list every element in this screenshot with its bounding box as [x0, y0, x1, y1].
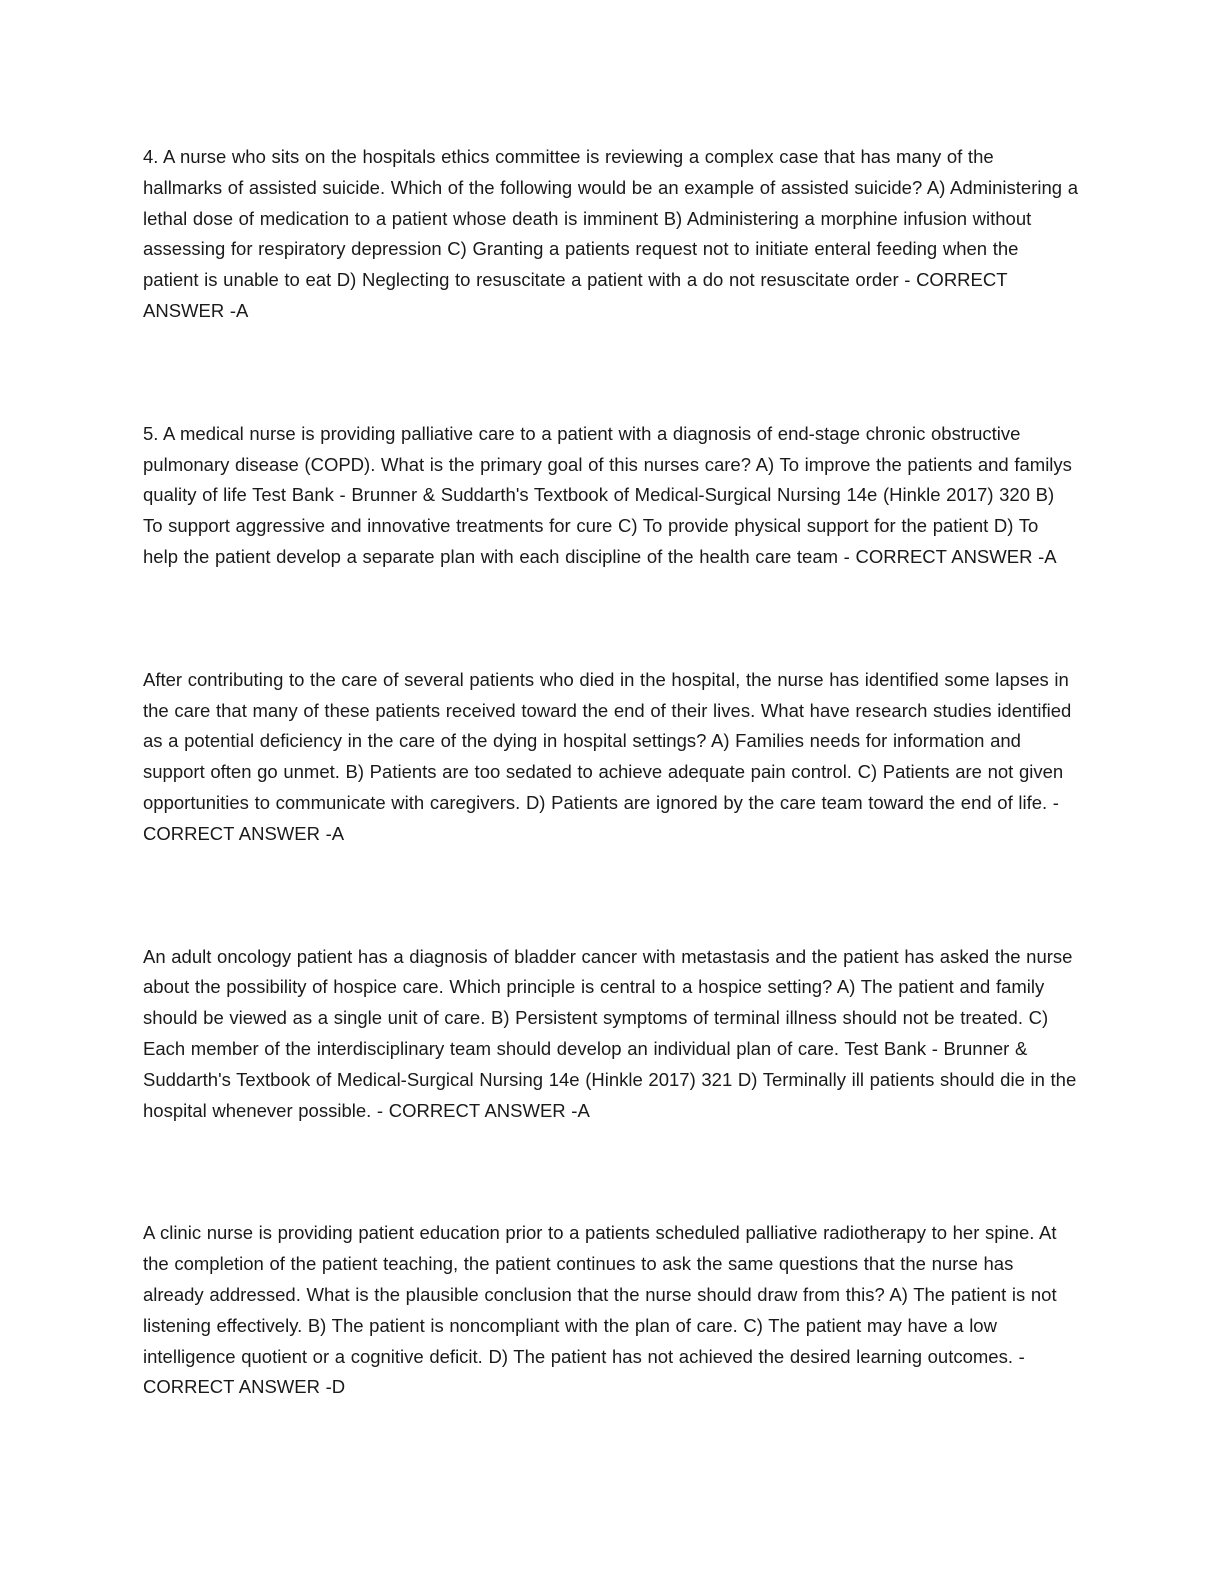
- question-paragraph-patient-education: A clinic nurse is providing patient education prior to a patients scheduled palliative radiotherapy to her spine. At the completion of the patient teaching, the patient continues to ask the same questions that the nurse has already addressed. What is the plausible conclusion that the nurse should draw from this? A) The patient is not listening effectively. B) The patient is noncompliant with the plan of care. C) The patient may have a low intelligence quotient or a cognitive deficit. D) The patient has not achieved the desired learning outcomes. - CORRECT ANSWER -D: [143, 1222, 1057, 1398]
- question-paragraph-5: 5. A medical nurse is providing palliative care to a patient with a diagnosis of end-stage chronic obstructive pulmonary disease (COPD). What is the primary goal of this nurses care? A) To improve the patients and familys quality of life Test Bank - Brunner & Suddarth's Textbook of Medical-Surgical Nursing 14e (Hinkle 2017) 320 B) To support aggressive and innovative treatments for cure C) To provide physical support for the patient D) To help the patient develop a separate plan with each discipline of the health care team - CORRECT ANSWER -A: [143, 422, 1072, 567]
- question-list: [143, 142, 1078, 1495]
- question-paragraph-hospice: An adult oncology patient has a diagnosis of bladder cancer with metastasis and the patient has asked the nurse about the possibility of hospice care. Which principle is central to a hospice setting? A) The patient and family should be viewed as a single unit of care. B) Persistent symptoms of terminal illness should not be treated. C) Each member of the interdisciplinary team should develop an individual plan of care. Test Bank - Brunner & Suddarth's Textbook of Medical-Surgical Nursing 14e (Hinkle 2017) 321 D) Terminally ill patients should die in the hospital whenever possible. - CORRECT ANSWER -A: [143, 945, 1077, 1121]
- question-paragraph-4: 4. A nurse who sits on the hospitals ethics committee is reviewing a complex case that has many of the hallmarks of assisted suicide. Which of the following would be an example of assisted suicide? A) Administering a lethal dose of medication to a patient whose death is imminent B) Administering a morphine infusion without assessing for respiratory depression C) Granting a patients request not to initiate enteral feeding when the patient is unable to eat D) Neglecting to resuscitate a patient with a do not resuscitate order - CORRECT ANSWER -A: [143, 146, 1078, 321]
- question-paragraph-end-of-life-care: After contributing to the care of several patients who died in the hospital, the nurse has identified some lapses in the care that many of these patients received toward the end of their lives. What have research studies identified as a potential deficiency in the care of the dying in hospital settings? A) Families needs for information and support often go unmet. B) Patients are too sedated to achieve adequate pain control. C) Patients are not given opportunities to communicate with caregivers. D) Patients are ignored by the care team toward the end of life. - CORRECT ANSWER -A: [143, 668, 1072, 844]
